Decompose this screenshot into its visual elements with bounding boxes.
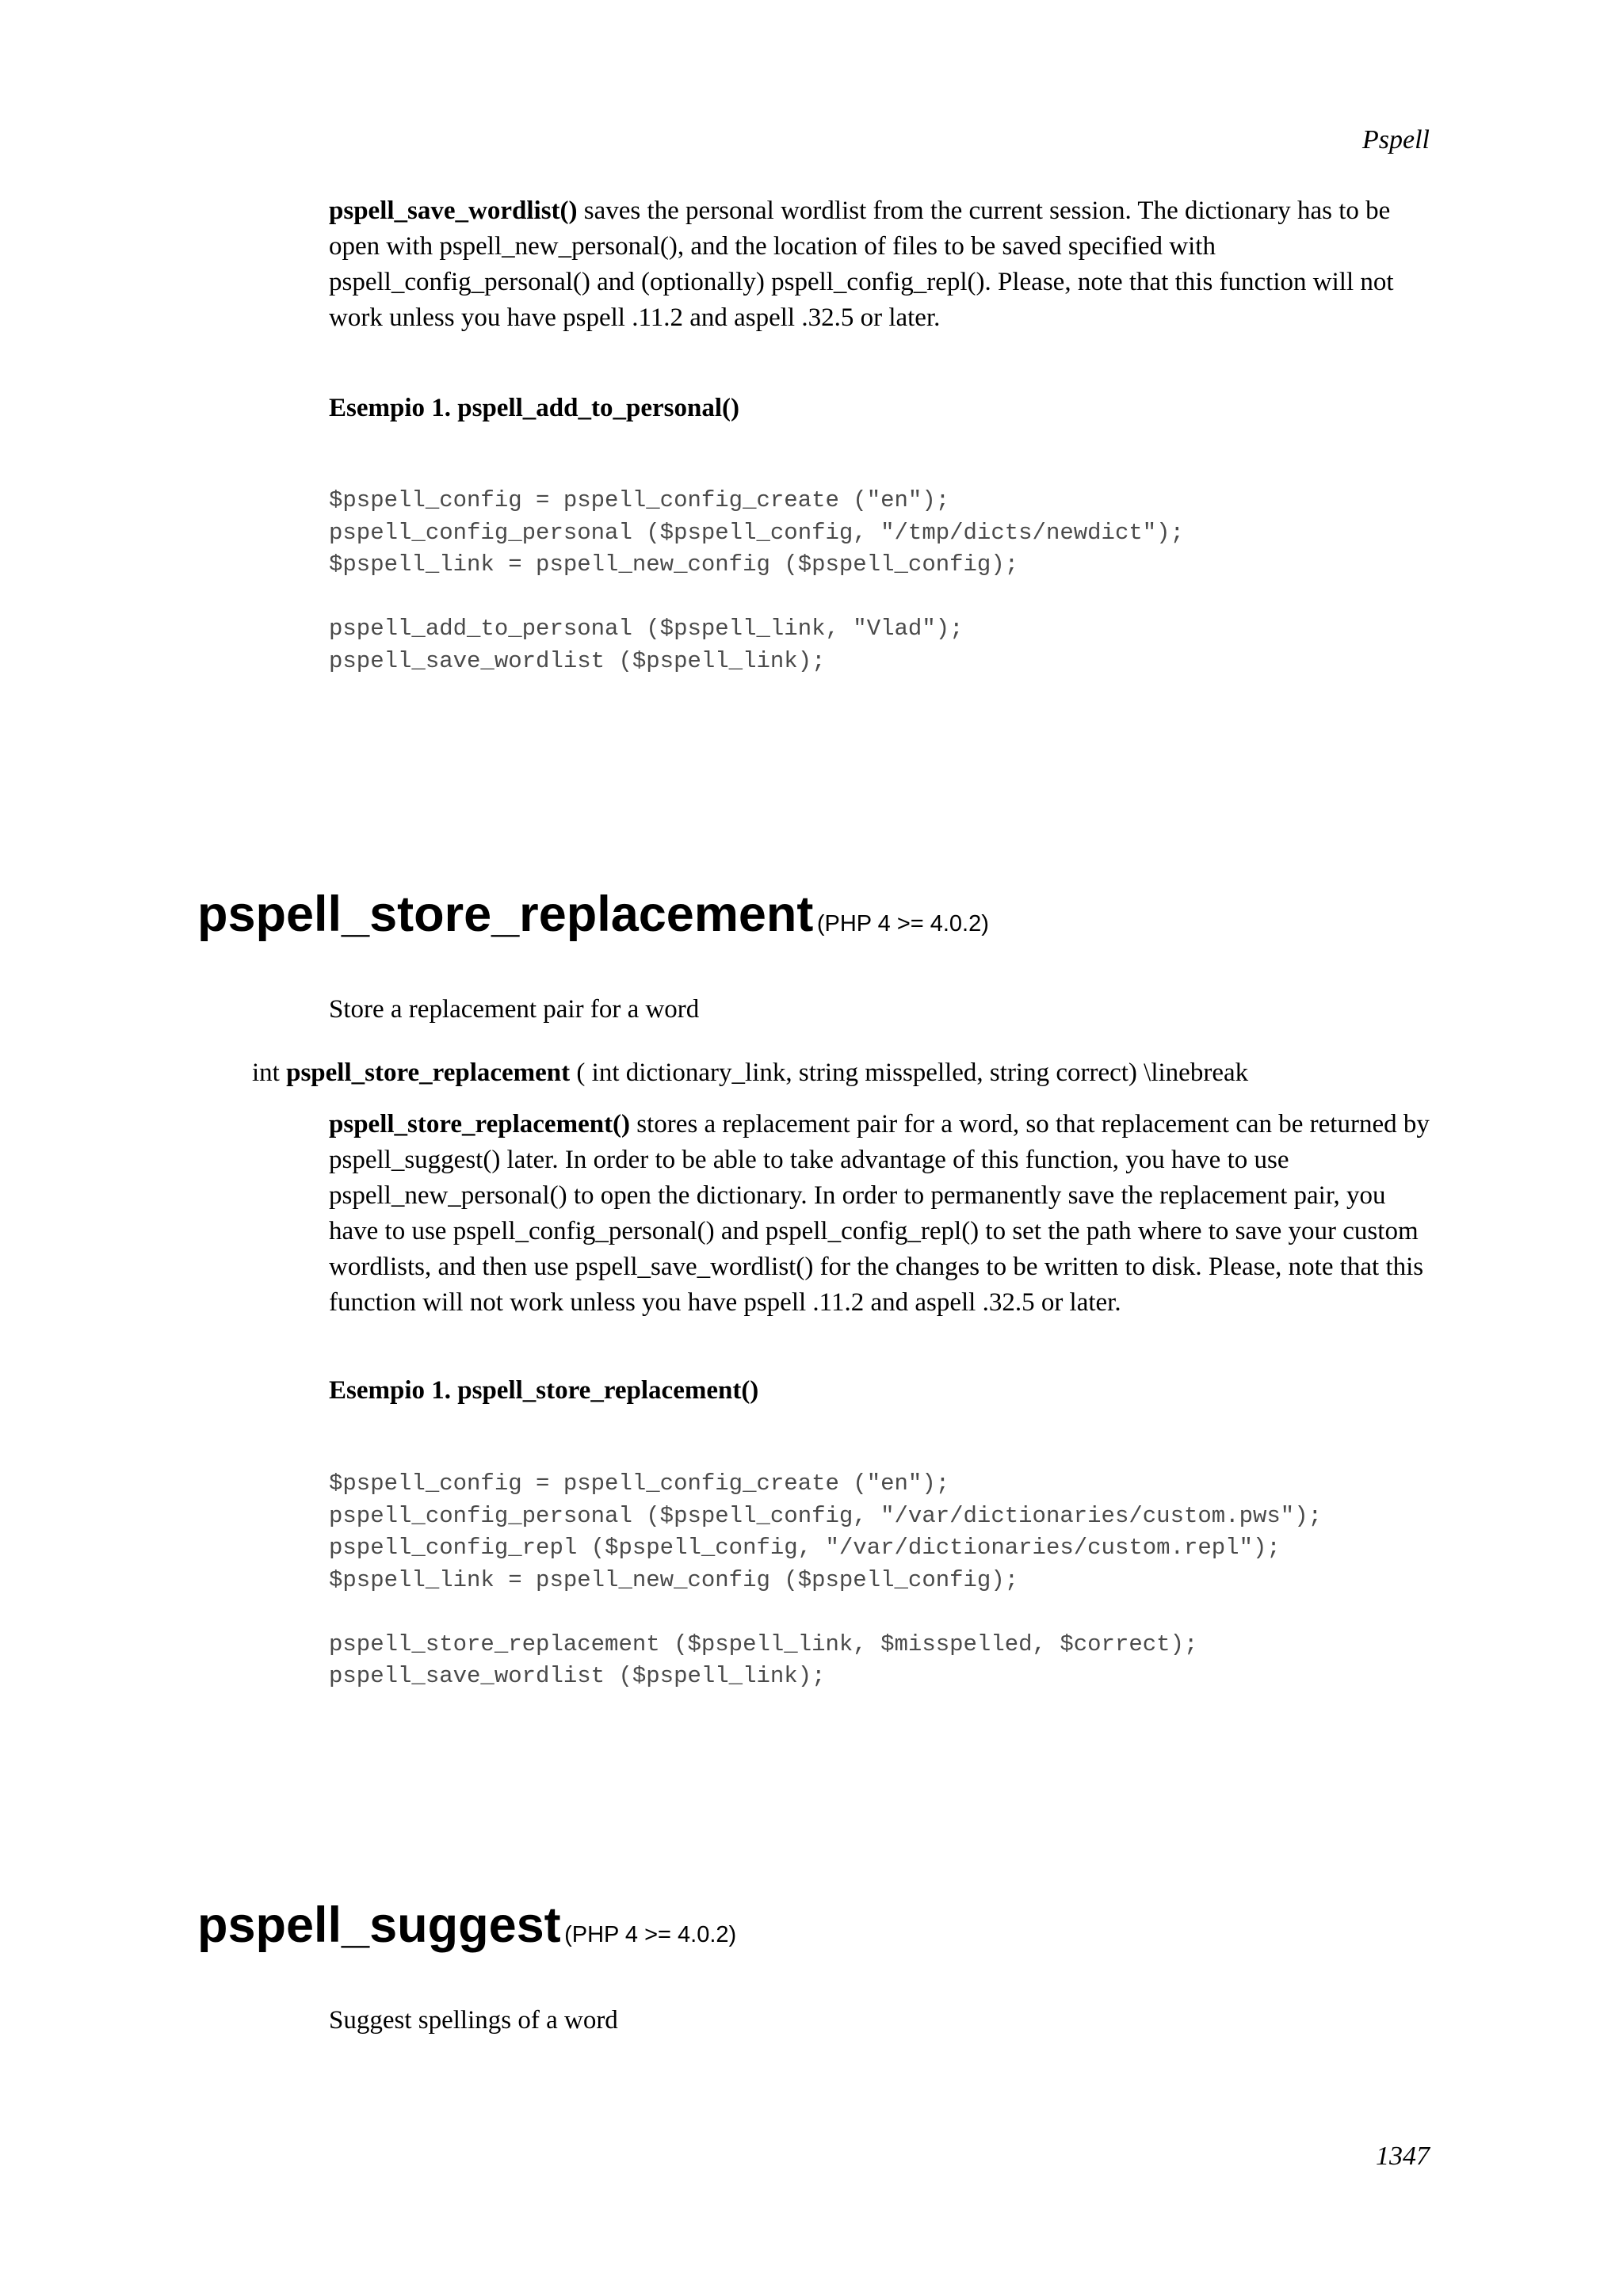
description-text: saves the personal wordlist from the current session. The dictionary has to be open with pspell_new_personal(), and the location of files to be saved specified with pspell_config_personal() and (optionally) pspell_config_repl(). Please, note that this function will not work unless you have pspell .11.2 and aspell .32.5 or later. [329, 196, 1394, 332]
example-title: Esempio 1. pspell_store_replacement() [329, 1376, 759, 1405]
page-number: 1347 [1376, 2142, 1430, 2171]
function-purpose: Suggest spellings of a word [329, 2006, 618, 2035]
synopsis-parameters: ( int dictionary_link, string misspelled, string correct) \linebreak [570, 1058, 1249, 1087]
function-title: pspell_suggest [197, 1897, 561, 1953]
refentry-title [197, 886, 989, 943]
save-wordlist-description [329, 193, 1438, 336]
return-type: int [252, 1058, 280, 1087]
function-title: pspell_store_replacement [197, 887, 814, 942]
description-text: stores a replacement pair for a word, so that replacement can be returned by pspell_suggest() later. In order to be able to take advantage of this function, you have to use pspell_new_personal() to open the dictionary. In order to permanently save the replacement pair, you have to use pspell_config_personal() and pspell_config_repl() to set the path where to save your custom wordlists, and then use pspell_save_wordlist() for the changes to be written to disk. Please, note that this function will not work unless you have pspell .11.2 and aspell .32.5 or later. [329, 1110, 1430, 1317]
code-example: $pspell_config = pspell_config_create ("en"); pspell_config_personal ($pspell_config, "/tmp/dicts/newdict"); $pspell_link = pspell_new_config ($pspell_config); pspell_add_to_personal ($pspell_link, "Vlad"); pspell_save_wordlist ($pspell_link); [329, 487, 1184, 674]
code-example: $pspell_config = pspell_config_create ("en"); pspell_config_personal ($pspell_config, "/var/dictionaries/custom.pws"); pspell_config_repl ($pspell_config, "/var/dictionaries/custom.repl"); $pspell_link = pspell_new_config ($pspell_config); pspell_store_replacement ($pspell_link, $misspelled, $correct); pspell_save_wordlist ($pspell_link); [329, 1470, 1323, 1689]
example-title: Esempio 1. pspell_add_to_personal() [329, 394, 739, 422]
version-note: (PHP 4 >= 4.0.2) [816, 911, 989, 936]
function-name: pspell_store_replacement() [329, 1110, 631, 1138]
synopsis-function-name: pspell_store_replacement [286, 1058, 571, 1087]
function-purpose: Store a replacement pair for a word [329, 995, 700, 1024]
version-note: (PHP 4 >= 4.0.2) [564, 1922, 737, 1947]
running-header: Pspell [1362, 125, 1430, 154]
store-replacement-description [329, 1107, 1438, 1321]
function-synopsis [252, 1058, 1248, 1088]
refentry-title [197, 1897, 736, 1954]
function-name: pspell_save_wordlist() [329, 196, 578, 225]
